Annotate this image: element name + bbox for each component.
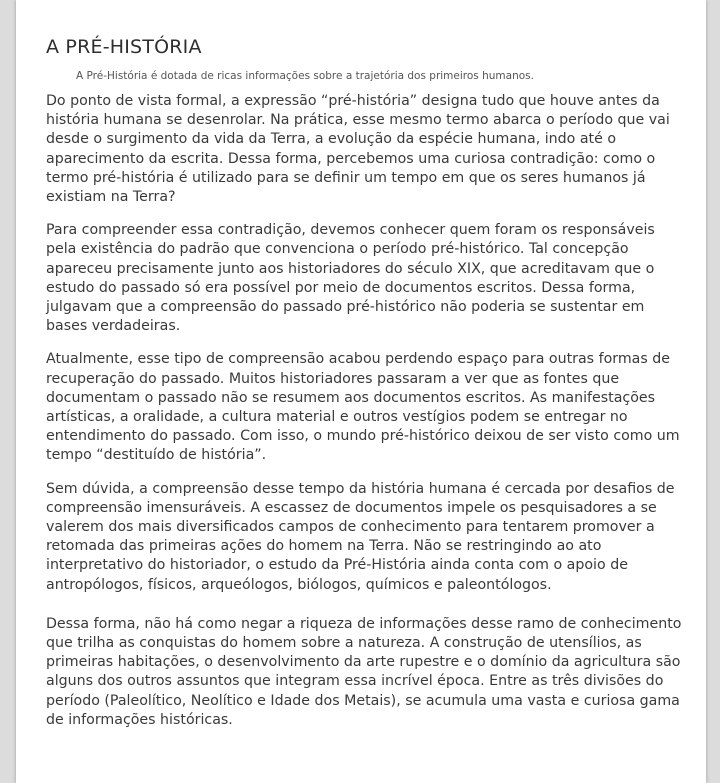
paragraph-4: Sem dúvida, a compreensão desse tempo da história humana é cercada por desafios de compreensão imensuráveis. A escassez de documentos impele os pesquisadores a se valerem dos mais diversificados campos de conhecimento para tentarem promover a retomada das primeiras ações do homem na Terra. Não se restringindo ao ato interpretativo do historiador, o estudo da Pré-História ainda conta com o apoio de antropólogos, físicos, arqueólogos, biólogos, químicos e paleontólogos.: [46, 480, 675, 593]
page-subtitle: A Pré-História é dotada de ricas informações sobre a trajetória dos primeiros humanos.: [76, 70, 534, 82]
document-content: [46, 36, 682, 744]
page-title: A PRÉ-HISTÓRIA: [46, 36, 202, 58]
paragraph-3: Atualmente, esse tipo de compreensão acabou perdendo espaço para outras formas de recuperação do passado. Muitos historiadores passaram a ver que as fontes que documentam o passado não se resumem aos documentos escritos. As manifestações artísticas, a oralidade, a cultura material e outros vestígios podem se entregar no entendimento do passado. Com isso, o mundo pré-histórico deixou de ser visto como um tempo “destituído de história”.: [46, 351, 680, 464]
paragraph-2: Para compreender essa contradição, devemos conhecer quem foram os responsáveis pela existência do padrão que convenciona o período pré-histórico. Tal concepção apareceu precisamente junto aos historiadores do século XIX, que acreditavam que o estudo do passado só era possível por meio de documentos escritos. Dessa forma, julgavam que a compreensão do passado pré-histórico não poderia se sustentar em bases verdadeiras.: [46, 222, 655, 335]
paragraph-5: Dessa forma, não há como negar a riqueza de informações desse ramo de conhecimento que trilha as conquistas do homem sobre a natureza. A construção de utensílios, as primeiras habitações, o desenvolvimento da arte rupestre e o domínio da agricultura são alguns dos outros assuntos que integram essa incrível época. Entre as três divisões do período (Paleolítico, Neolítico e Idade dos Metais), se acumula uma vasta e curiosa gama de informações históricas.: [46, 615, 682, 728]
paragraph-1: Do ponto de vista formal, a expressão “pré-história” designa tudo que houve antes da história humana se desenrolar. Na prática, esse mesmo termo abarca o período que vai desde o surgimento da vida da Terra, a evolução da espécie humana, indo até o aparecimento da escrita. Dessa forma, percebemos uma curiosa contradição: como o termo pré-história é utilizado para se definir um tempo em que os seres humanos já existiam na Terra?: [46, 93, 670, 206]
document-page: [16, 0, 706, 783]
